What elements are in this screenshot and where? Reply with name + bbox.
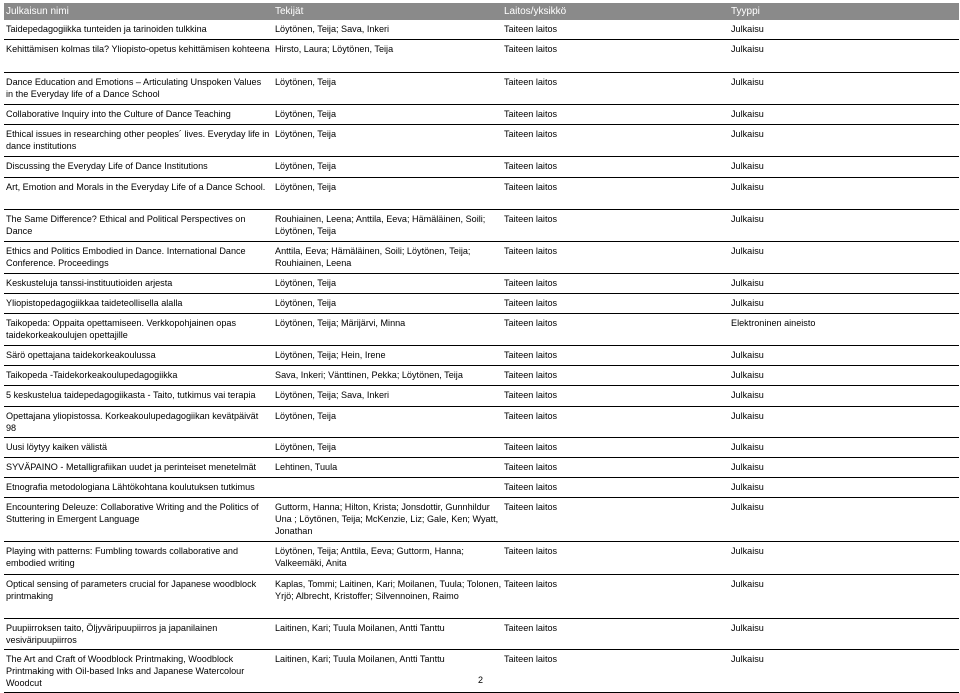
row-type: Julkaisu <box>731 546 764 556</box>
table-row <box>4 438 959 458</box>
header-type: Tyyppi <box>731 6 760 17</box>
row-unit: Taiteen laitos <box>504 129 558 139</box>
row-authors: Löytönen, Teija <box>275 77 337 87</box>
row-unit: Taiteen laitos <box>504 214 558 224</box>
row-type: Julkaisu <box>731 246 764 256</box>
row-authors: Löytönen, Teija <box>275 298 337 308</box>
row-authors: Guttorm, Hanna; Hilton, Krista; Jonsdottir, Gunnhildur Una ; Löytönen, Teija; McKenzie, Liz; Gale, Ken; Wyatt, Jonathan <box>275 502 499 536</box>
row-unit: Taiteen laitos <box>504 390 558 400</box>
row-title: Uusi löytyy kaiken välistä <box>6 442 108 452</box>
header-title: Julkaisun nimi <box>6 6 69 17</box>
publication-table <box>4 3 959 693</box>
table-row <box>4 575 959 619</box>
row-type: Julkaisu <box>731 278 764 288</box>
page-number: 2 <box>478 675 484 685</box>
row-unit: Taiteen laitos <box>504 246 558 256</box>
row-authors: Löytönen, Teija; Sava, Inkeri <box>275 390 390 400</box>
row-type: Julkaisu <box>731 161 764 171</box>
row-authors: Laitinen, Kari; Tuula Moilanen, Antti Tanttu <box>275 623 445 633</box>
row-authors: Löytönen, Teija <box>275 442 337 452</box>
table-row <box>4 366 959 386</box>
row-title: Collaborative Inquiry into the Culture of Dance Teaching <box>6 109 231 119</box>
row-title: SYVÄPAINO - Metalligrafiikan uudet ja perinteiset menetelmät <box>6 462 257 472</box>
row-title: Taikopeda: Oppaita opettamiseen. Verkkopohjainen opas taidekorkeakoulujen opettajille <box>6 318 237 340</box>
row-title: Särö opettajana taidekorkeakoulussa <box>6 350 156 360</box>
row-title: Keskusteluja tanssi-instituutioiden arjesta <box>6 278 173 288</box>
table-row <box>4 40 959 73</box>
row-authors: Sava, Inkeri; Vänttinen, Pekka; Löytönen, Teija <box>275 370 463 380</box>
row-authors: Löytönen, Teija; Anttila, Eeva; Guttorm, Hanna; Valkeemäki, Anita <box>275 546 464 568</box>
row-title: Taikopeda -Taidekorkeakoulupedagogiikka <box>6 370 178 380</box>
table-row <box>4 274 959 294</box>
header-authors: Tekijät <box>275 6 304 17</box>
table-row <box>4 619 959 650</box>
row-unit: Taiteen laitos <box>504 161 558 171</box>
row-unit: Taiteen laitos <box>504 411 558 421</box>
row-authors: Löytönen, Teija <box>275 278 337 288</box>
row-title: The Same Difference? Ethical and Political Perspectives on Dance <box>6 214 246 236</box>
row-unit: Taiteen laitos <box>504 298 558 308</box>
row-type: Julkaisu <box>731 482 764 492</box>
table-row <box>4 125 959 157</box>
row-title: Encountering Deleuze: Collaborative Writing and the Politics of Stuttering in Emergent Language <box>6 502 259 524</box>
header-unit: Laitos/yksikkö <box>504 6 567 17</box>
row-unit: Taiteen laitos <box>504 579 558 589</box>
row-title: Etnografia metodologiana Lähtökohtana koulutuksen tutkimus <box>6 482 255 492</box>
row-title: Puupiirroksen taito, Öljyväripuupiirros ja japanilainen vesiväripuupiirros <box>6 623 218 645</box>
row-unit: Taiteen laitos <box>504 442 558 452</box>
row-title: Dance Education and Emotions – Articulating Unspoken Values in the Everyday life of a Dance School <box>6 77 262 99</box>
row-authors: Anttila, Eeva; Hämäläinen, Soili; Löytönen, Teija; Rouhiainen, Leena <box>275 246 471 268</box>
row-unit: Taiteen laitos <box>504 546 558 556</box>
table-row <box>4 542 959 575</box>
table-row <box>4 178 959 210</box>
row-unit: Taiteen laitos <box>504 24 558 34</box>
row-title: Yliopistopedagogiikkaa taideteollisella alalla <box>6 298 183 308</box>
row-authors: Hirsto, Laura; Löytönen, Teija <box>275 44 394 54</box>
row-type: Julkaisu <box>731 109 764 119</box>
row-authors: Kaplas, Tommi; Laitinen, Kari; Moilanen, Tuula; Tolonen, Yrjö; Albrecht, Kristoffer; Silvennoinen, Raimo <box>275 579 502 601</box>
row-type: Julkaisu <box>731 654 764 664</box>
row-unit: Taiteen laitos <box>504 462 558 472</box>
table-row <box>4 73 959 105</box>
table-row <box>4 346 959 366</box>
row-unit: Taiteen laitos <box>504 77 558 87</box>
row-type: Julkaisu <box>731 214 764 224</box>
row-unit: Taiteen laitos <box>504 44 558 54</box>
table-row <box>4 314 959 346</box>
row-authors: Löytönen, Teija; Märijärvi, Minna <box>275 318 406 328</box>
row-unit: Taiteen laitos <box>504 370 558 380</box>
row-type: Julkaisu <box>731 44 764 54</box>
table-row <box>4 210 959 242</box>
row-type: Julkaisu <box>731 411 764 421</box>
row-type: Julkaisu <box>731 370 764 380</box>
row-type: Julkaisu <box>731 129 764 139</box>
row-title: Art, Emotion and Morals in the Everyday Life of a Dance School. <box>6 182 266 192</box>
row-authors: Löytönen, Teija <box>275 129 337 139</box>
row-unit: Taiteen laitos <box>504 502 558 512</box>
table-row <box>4 105 959 125</box>
row-type: Julkaisu <box>731 502 764 512</box>
row-unit: Taiteen laitos <box>504 482 558 492</box>
row-authors: Laitinen, Kari; Tuula Moilanen, Antti Tanttu <box>275 654 445 664</box>
row-type: Elektroninen aineisto <box>731 318 816 328</box>
row-unit: Taiteen laitos <box>504 109 558 119</box>
row-type: Julkaisu <box>731 77 764 87</box>
row-authors: Lehtinen, Tuula <box>275 462 338 472</box>
row-authors: Löytönen, Teija; Hein, Irene <box>275 350 386 360</box>
row-authors: Löytönen, Teija; Sava, Inkeri <box>275 24 390 34</box>
table-row <box>4 407 959 438</box>
table-row <box>4 157 959 178</box>
row-unit: Taiteen laitos <box>504 318 558 328</box>
row-unit: Taiteen laitos <box>504 654 558 664</box>
row-title: Ethical issues in researching other peoples´ lives. Everyday life in dance institutions <box>6 129 270 151</box>
row-title: Discussing the Everyday Life of Dance Institutions <box>6 161 208 171</box>
row-type: Julkaisu <box>731 350 764 360</box>
row-unit: Taiteen laitos <box>504 278 558 288</box>
row-type: Julkaisu <box>731 623 764 633</box>
table-row <box>4 458 959 478</box>
row-type: Julkaisu <box>731 579 764 589</box>
table-row <box>4 242 959 274</box>
row-title: Taidepedagogiikka tunteiden ja tarinoiden tulkkina <box>6 24 207 34</box>
row-title: Playing with patterns: Fumbling towards collaborative and embodied writing <box>6 546 239 568</box>
row-type: Julkaisu <box>731 462 764 472</box>
row-unit: Taiteen laitos <box>504 182 558 192</box>
row-type: Julkaisu <box>731 442 764 452</box>
table-row <box>4 478 959 498</box>
row-title: Kehittämisen kolmas tila? Yliopisto-opetus kehittämisen kohteena <box>6 44 270 54</box>
row-title: The Art and Craft of Woodblock Printmaking, Woodblock Printmaking with Oil-based Inks and Japanese Watercolour Woodcut <box>6 654 245 688</box>
table-header <box>4 3 959 20</box>
row-unit: Taiteen laitos <box>504 623 558 633</box>
row-authors: Rouhiainen, Leena; Anttila, Eeva; Hämäläinen, Soili; Löytönen, Teija <box>275 214 486 236</box>
row-title: Opettajana yliopistossa. Korkeakoulupedagogiikan kevätpäivät 98 <box>6 411 259 433</box>
table-row <box>4 650 959 693</box>
row-authors: Löytönen, Teija <box>275 411 337 421</box>
row-authors: Löytönen, Teija <box>275 182 337 192</box>
table-row <box>4 294 959 314</box>
row-type: Julkaisu <box>731 390 764 400</box>
row-unit: Taiteen laitos <box>504 350 558 360</box>
row-title: Optical sensing of parameters crucial for Japanese woodblock printmaking <box>6 579 257 601</box>
row-authors: Löytönen, Teija <box>275 109 337 119</box>
row-type: Julkaisu <box>731 182 764 192</box>
row-type: Julkaisu <box>731 298 764 308</box>
row-authors: Löytönen, Teija <box>275 161 337 171</box>
table-row <box>4 386 959 407</box>
row-type: Julkaisu <box>731 24 764 34</box>
row-title: Ethics and Politics Embodied in Dance. International Dance Conference. Proceedings <box>6 246 246 268</box>
table-row <box>4 498 959 542</box>
row-title: 5 keskustelua taidepedagogiikasta - Taito, tutkimus vai terapia <box>6 390 256 400</box>
table-row <box>4 20 959 40</box>
